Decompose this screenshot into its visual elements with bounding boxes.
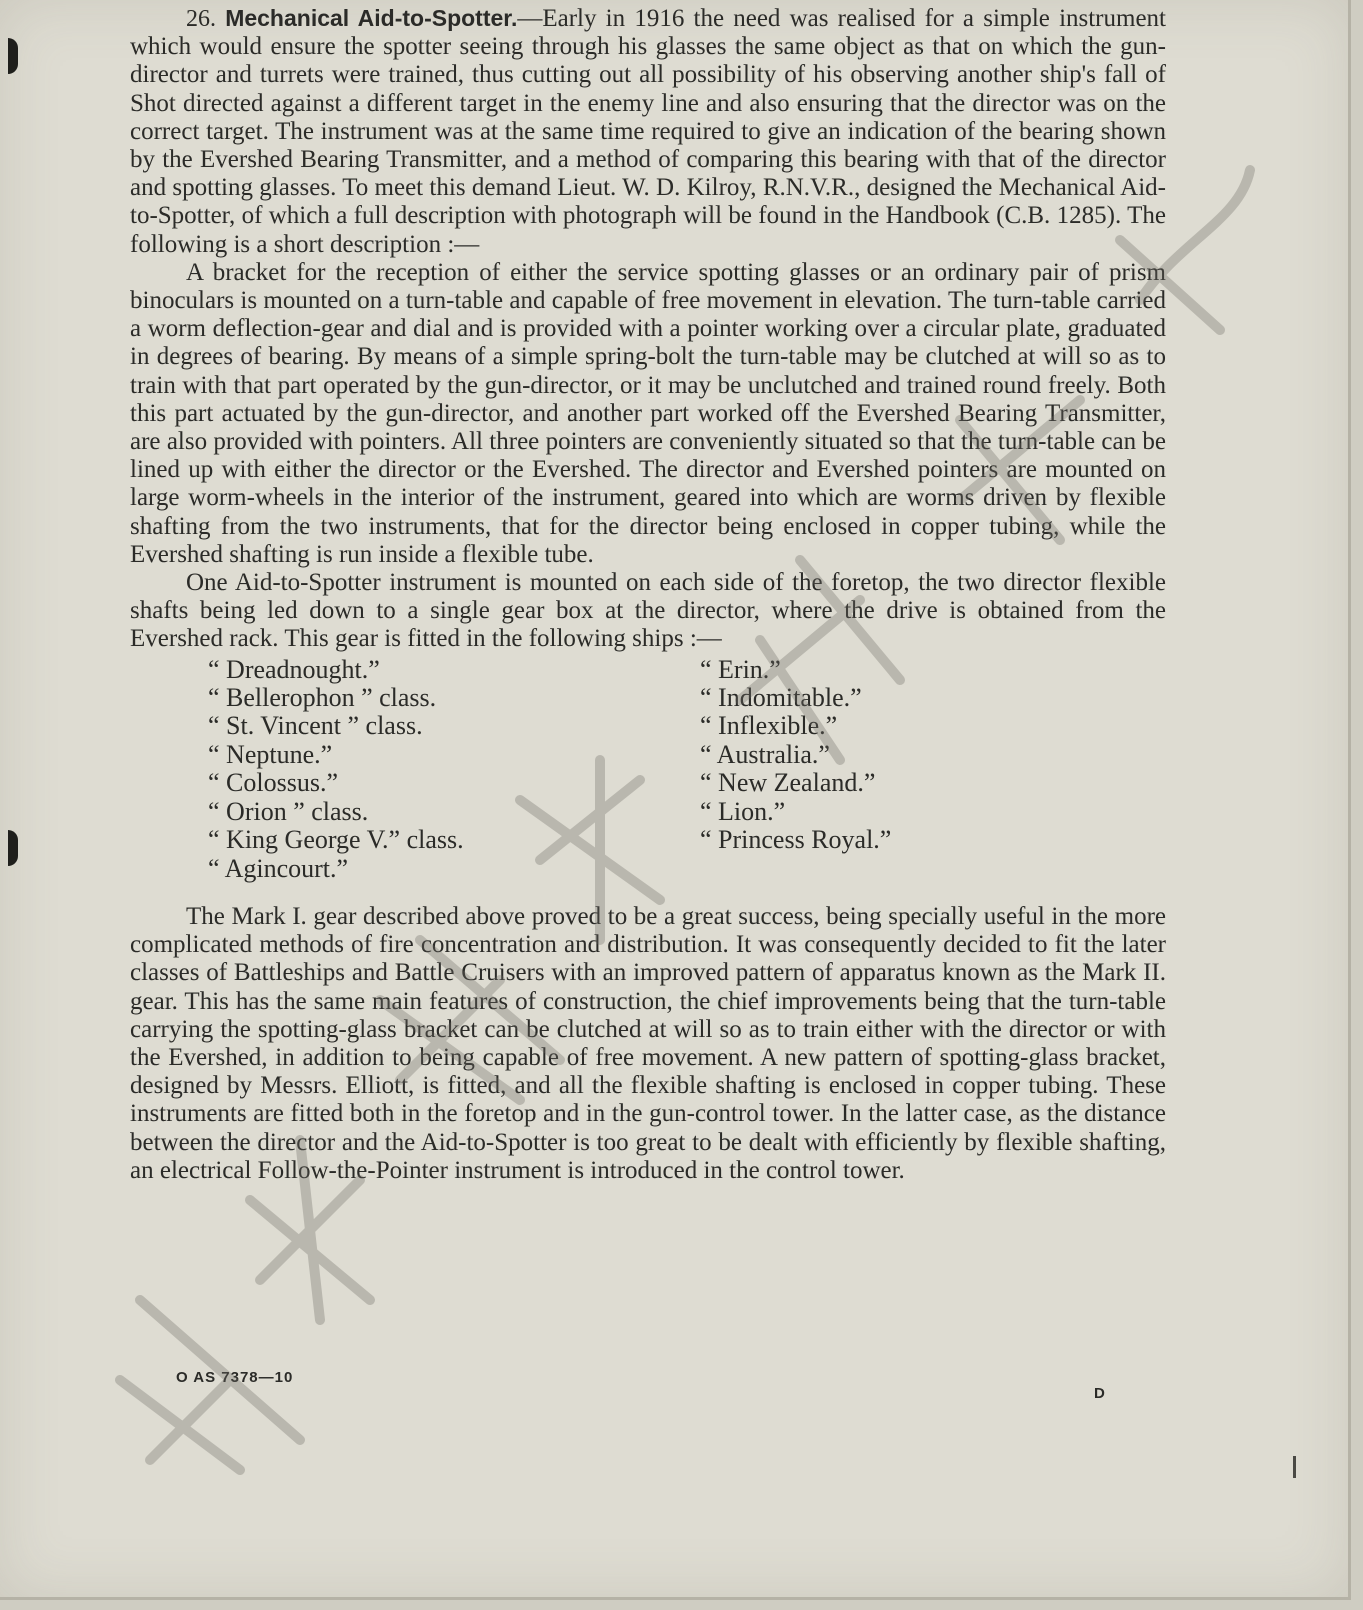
ship-item: “ Lion.” <box>700 796 786 826</box>
binding-hole-top <box>8 38 18 74</box>
section-number: 26. <box>186 6 216 32</box>
ships-column-left <box>208 656 700 883</box>
paragraph-mark-two: The Mark I. gear described above proved to be a great success, being specially useful in the more complicated methods of fire concentration and distribution. It was consequently decided to fit the later classes of Battleships and Battle Cruisers with an improved pattern of apparatus known as the Mark II. gear. This has the same main features of construction, the chief improvements being that the turn-table carrying the spotting-glass bracket can be clutched at will so as to train either with the director or with the Evershed, in addition to being capable of free movement. A new pattern of spotting-glass bracket, designed by Messrs. Elliott, is fitted, and all the flexible shafting is enclosed in copper tubing. These instruments are fitted both in the foretop and in the gun-control tower. In the latter case, as the distance between the director and the Aid-to-Spotter is too great to be dealt with efficiently by flexible shafting, an electrical Follow-the-Pointer instrument is introduced in the control tower. <box>130 902 1166 1184</box>
print-code: O AS 7378—10 <box>176 1369 294 1386</box>
ship-item: “ St. Vincent ” class. <box>208 711 423 741</box>
ship-item: “ Dreadnought.” <box>208 654 380 684</box>
ship-item: “ New Zealand.” <box>700 768 876 798</box>
ship-item: “ Orion ” class. <box>208 796 369 826</box>
ship-item: “ Colossus.” <box>208 768 338 798</box>
ship-item: “ Bellerophon ” class. <box>208 683 437 713</box>
ship-item: “ Indomitable.” <box>700 683 862 713</box>
edge-mark <box>1293 1456 1296 1478</box>
ships-list <box>130 656 1166 883</box>
paragraph-intro <box>130 4 1166 259</box>
ship-item: “ King George V.” class. <box>208 825 464 855</box>
paragraph-bracket: A bracket for the reception of either the service spotting glasses or an ordinary pair of prism binoculars is mounted on a turn-table and capable of free movement in elevation. The turn-table carried a worm deflection-gear and dial and is provided with a pointer working over a circular plate, graduated in degrees of bearing. By means of a simple spring-bolt the turn-table may be clutched at will so as to train with that part operated by the gun-director, or it may be unclutched and trained round freely. Both this part actuated by the gun-director, and another part worked off the Evershed Bearing Transmitter, are also provided with pointers. All three pointers are conveniently situated so that the turn-table can be lined up with either the director or the Evershed. The director and Evershed pointers are mounted on large worm-wheels in the interior of the instrument, geared into which are worms driven by flexible shafting from the two instruments, that for the director being enclosed in copper tubing, while the Evershed shafting is run inside a flexible tube. <box>130 258 1166 568</box>
ships-column-right <box>700 656 891 883</box>
ship-item: “ Agincourt.” <box>208 853 349 883</box>
signature-letter: D <box>1094 1385 1105 1402</box>
ship-item: “ Australia.” <box>700 739 830 769</box>
ship-item: “ Inflexible.” <box>700 711 838 741</box>
spacer <box>130 889 1166 903</box>
ship-item: “ Neptune.” <box>208 739 333 769</box>
paragraph-intro-text: Early in 1916 the need was realised for a simple instrument which would ensure the spotter seeing through his glasses the same object as that on which the gun-director and turrets were trained, thus cutting out all possibility of his observing another ship's fall of Shot directed against a different target in the enemy line and also ensuring that the director was on the correct target. The instrument was at the same time required to give an indication of the bearing shown by the Evershed Bearing Transmitter, and a method of comparing this bearing with that of the director and spotting glasses. To meet this demand Lieut. W. D. Kilroy, R.N.V.R., designed the Mechanical Aid-to-Spotter, of which a full description with photograph will be found in the Handbook (C.B. 1285). The following is a short description :— <box>130 5 1166 258</box>
ship-item: “ Erin.” <box>700 654 781 684</box>
paragraph-mounting: One Aid-to-Spotter instrument is mounted on each side of the foretop, the two director flexible shafts being led down to a single gear box at the director, where the drive is obtained from the Evershed rack. This gear is fitted in the following ships :— <box>130 569 1166 653</box>
heading-dash: — <box>517 5 543 32</box>
binding-hole-bottom <box>8 830 18 866</box>
section-heading: Mechanical Aid-to-Spotter. <box>225 5 518 31</box>
ship-item: “ Princess Royal.” <box>700 825 892 855</box>
document-body <box>130 4 1166 1185</box>
